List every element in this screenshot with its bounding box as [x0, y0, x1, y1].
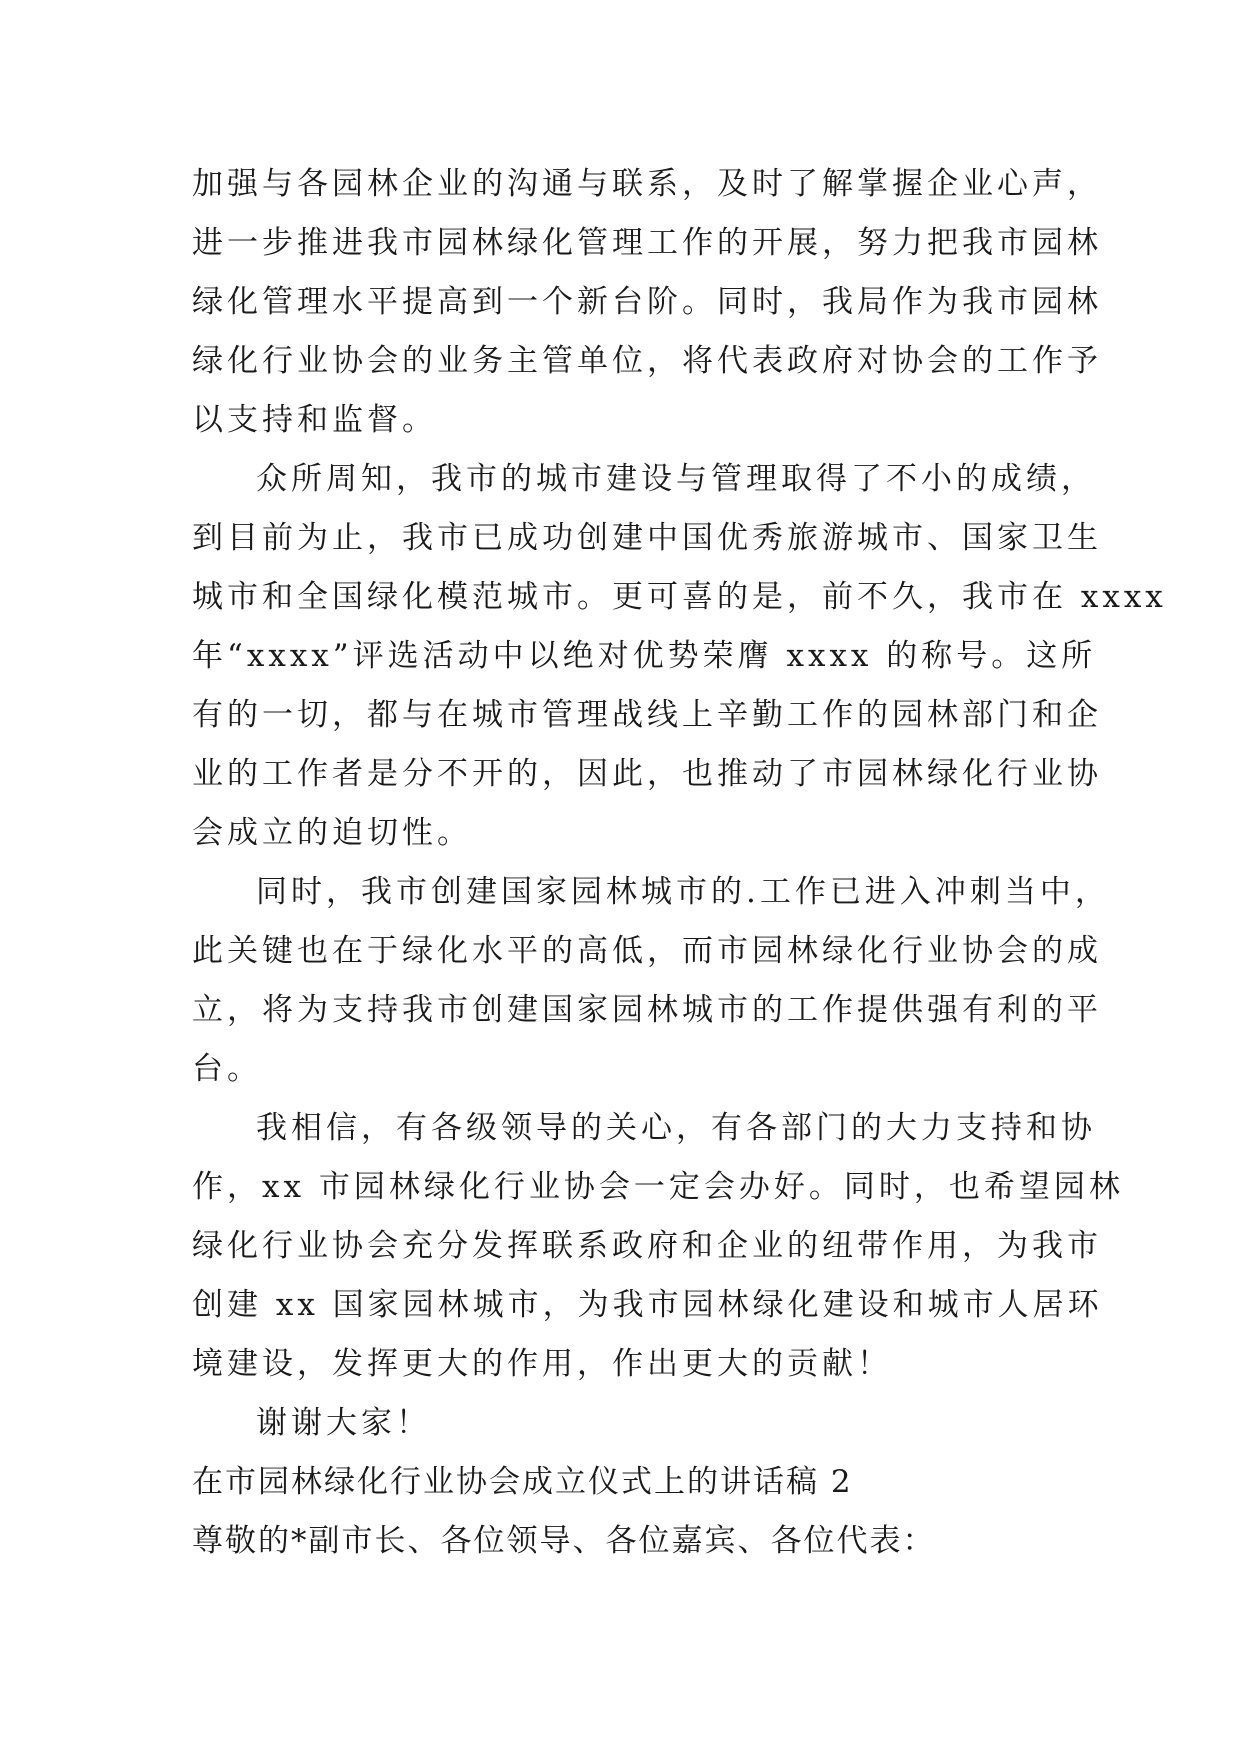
text-line: 创建 xx 国家园林城市，为我市园林绿化建设和城市人居环 [192, 1287, 1103, 1323]
text-line: 进一步推进我市园林绿化管理工作的开展，努力把我市园林 [192, 225, 1102, 261]
text-line: 作，xx 市园林绿化行业协会一定会办好。同时，也希望园林 [192, 1169, 1124, 1205]
text-line: 众所周知，我市的城市建设与管理取得了不小的成绩， [256, 461, 1096, 497]
text-line: 年“xxxx”评选活动中以绝对优势荣膺 xxxx 的称号。这所 [192, 638, 1097, 674]
text-line: 绿化行业协会充分发挥联系政府和企业的纽带作用，为我市 [192, 1228, 1102, 1264]
text-line: 同时，我市创建国家园林城市的.工作已进入冲刺当中， [256, 874, 1110, 910]
text-line: 城市和全国绿化模范城市。更可喜的是，前不久，我市在 xxxx [192, 579, 1167, 615]
document-body [192, 155, 1167, 1571]
text-line: 以支持和监督。 [192, 402, 437, 438]
text-line: 有的一切，都与在城市管理战线上辛勤工作的园林部门和企 [192, 697, 1102, 733]
text-line: 台。 [192, 1051, 262, 1087]
text-line: 业的工作者是分不开的，因此，也推动了市园林绿化行业协 [192, 756, 1102, 792]
text-line: 绿化行业协会的业务主管单位，将代表政府对协会的工作予 [192, 343, 1102, 379]
text-line: 立，将为支持我市创建国家园林城市的工作提供强有利的平 [192, 992, 1102, 1028]
text-line: 绿化管理水平提高到一个新台阶。同时，我局作为我市园林 [192, 284, 1102, 320]
text-line: 加强与各园林企业的沟通与联系，及时了解掌握企业心声， [192, 166, 1102, 202]
text-line: 我相信，有各级领导的关心，有各部门的大力支持和协 [256, 1110, 1096, 1146]
text-line: 到目前为止，我市已成功创建中国优秀旅游城市、国家卫生 [192, 520, 1102, 556]
text-line: 境建设，发挥更大的作用，作出更大的贡献！ [192, 1346, 892, 1382]
text-line: 谢谢大家！ [256, 1405, 431, 1441]
text-line: 会成立的迫切性。 [192, 815, 472, 851]
text-line: 此关键也在于绿化水平的高低，而市园林绿化行业协会的成 [192, 933, 1102, 969]
text-line: 尊敬的*副市长、各位领导、各位嘉宾、各位代表： [192, 1523, 936, 1559]
text-line: 在市园林绿化行业协会成立仪式上的讲话稿 2 [192, 1464, 853, 1500]
